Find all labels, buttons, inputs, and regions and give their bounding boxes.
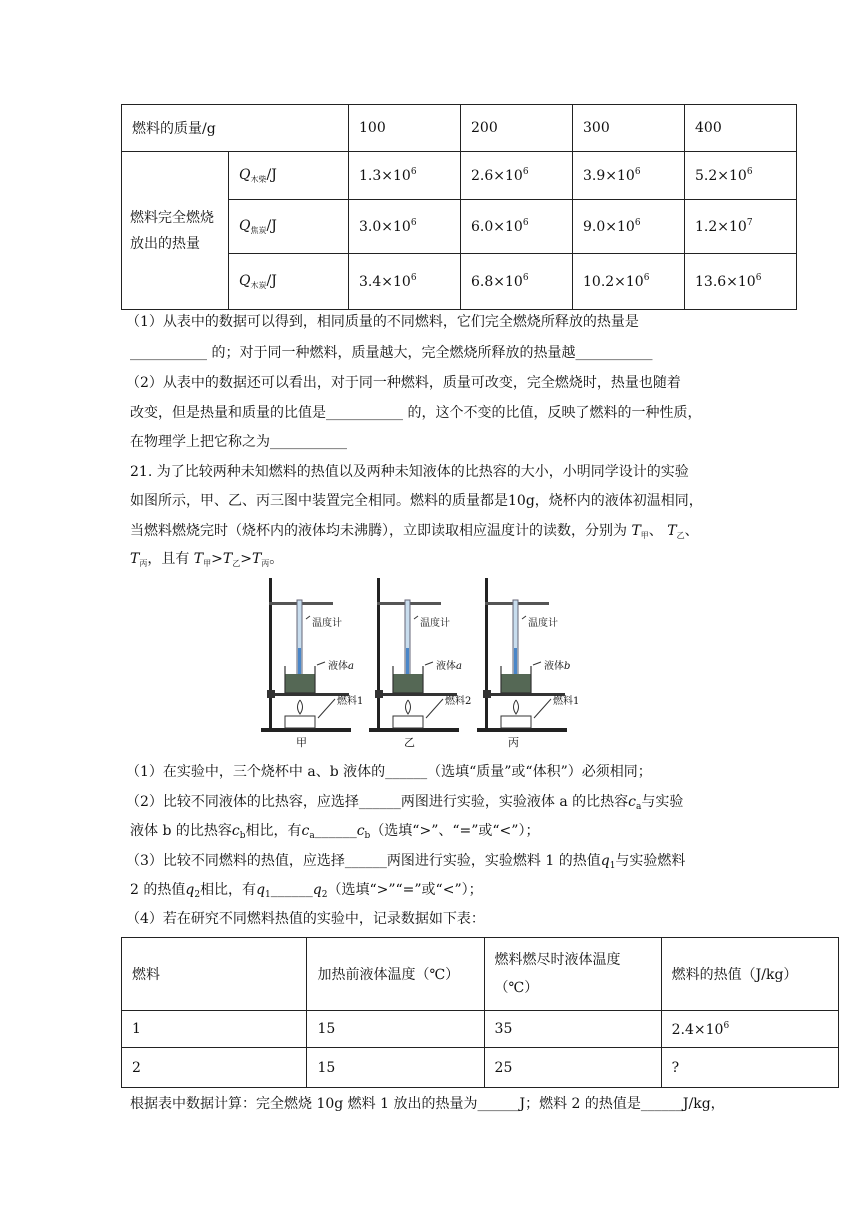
heat-value: $10.2\times 10^6$: [573, 254, 685, 310]
liquid-label: 液体a: [328, 661, 354, 672]
q-label: $Q_{木炭}/J$: [229, 254, 349, 310]
q21-line1: 21. 为了比较两种未知燃料的热值以及两种未知液体的比热容的大小，小明同学设计的实验: [130, 464, 689, 480]
q20-part1-line2: ___________ 的；对于同一种燃料，质量越大，完全燃烧所释放的热量越___________: [130, 345, 653, 361]
heat-value: $9.0\times 10^6$: [573, 200, 685, 254]
figure-caption: 甲: [296, 736, 307, 749]
header-cell: 加热前液体温度（℃）: [307, 938, 484, 1011]
q21-sub2-line2: 液体 b 的比热容$c_b$相比，有$c_a\_\_\_\_\_\_c_b$（选填“>”、“=”或“<”）；: [130, 823, 540, 841]
q21-line2: 如图所示，甲、乙、丙三图中装置完全相同。燃料的质量都是10g，烧杯内的液体初温相同，: [130, 493, 703, 509]
fuel-label: 燃料1: [553, 696, 580, 707]
fuel-heat-table: [121, 104, 797, 310]
thermometer-label: 温度计: [528, 618, 558, 629]
thermometer-label: 温度计: [312, 618, 342, 629]
data-cell: 1: [122, 1011, 307, 1048]
q21-sub1: （1）在实验中，三个烧杯中 a、b 液体的______（选填“质量”或“体积”）必须相同；: [126, 764, 652, 780]
data-cell: 35: [484, 1011, 661, 1048]
thermometer-label: 温度计: [420, 618, 450, 629]
q-label: $Q_{木柴}/J$: [229, 152, 349, 200]
heat-value: $1.2\times 10^7$: [685, 200, 797, 254]
q-label: $Q_{焦炭}/J$: [229, 200, 349, 254]
heat-value: $6.0\times 10^6$: [461, 200, 573, 254]
data-cell: ?: [661, 1048, 838, 1088]
heat-group-label: 燃料完全燃烧放出的热量: [122, 152, 229, 310]
mass-cell: 400: [685, 105, 797, 152]
heat-value: $2.6\times 10^6$: [461, 152, 573, 200]
heat-value: $13.6\times 10^6$: [685, 254, 797, 310]
heat-value: $3.9\times 10^6$: [573, 152, 685, 200]
q20-part2-line3: 在物理学上把它称之为___________: [130, 434, 347, 450]
fuel-label: 燃料2: [445, 696, 472, 707]
mass-header: 燃料的质量/g: [122, 105, 349, 152]
heat-value: $3.0\times 10^6$: [349, 200, 461, 254]
mass-cell: 100: [349, 105, 461, 152]
q21-sub3-line1: （3）比较不同燃料的热值，应选择______两图进行实验，实验燃料 1 的热值$q_1$与实验燃料: [126, 853, 686, 871]
fuel-test-table: [121, 937, 839, 1088]
q20-part1-line1: （1）从表中的数据可以得到，相同质量的不同燃料，它们完全燃烧所释放的热量是: [126, 314, 639, 330]
q20-part2-line2: 改变，但是热量和质量的比值是___________ 的，这个不变的比值，反映了燃料的一种性质，: [130, 405, 702, 421]
heat-value: $1.3\times 10^6$: [349, 152, 461, 200]
header-cell: 燃料的热值（J/kg）: [661, 938, 838, 1011]
liquid-label: 液体a: [436, 661, 462, 672]
data-cell: 15: [307, 1011, 484, 1048]
apparatus-bing: [477, 578, 567, 732]
q21-sub4: （4）若在研究不同燃料热值的实验中，记录数据如下表：: [126, 911, 485, 927]
mass-cell: 200: [461, 105, 573, 152]
figure-caption: 丙: [508, 736, 519, 749]
fuel-label: 燃料1: [337, 696, 364, 707]
final-question: 根据表中数据计算：完全燃烧 10g 燃料 1 放出的热量为______J；燃料 2 的热值是______J/kg，: [130, 1096, 725, 1112]
data-cell: 2: [122, 1048, 307, 1088]
q21-sub3-line2: 2 的热值$q_2$相比，有$q_1\_\_\_\_\_\_q_2$（选填“>”“=”或“<”）；: [130, 882, 483, 900]
apparatus-yi: [369, 578, 459, 732]
header-cell: 燃料燃尽时液体温度（℃）: [484, 938, 661, 1011]
data-cell: 25: [484, 1048, 661, 1088]
data-cell: $2.4\times 10^6$: [661, 1011, 838, 1048]
heat-value: $6.8\times 10^6$: [461, 254, 573, 310]
mass-cell: 300: [573, 105, 685, 152]
header-cell: 燃料: [122, 938, 307, 1011]
q21-line3: 当燃料燃烧完时（烧杯内的液体均未沸腾），立即读取相应温度计的读数，分别为 $T_甲$、 $T_乙$、: [130, 523, 699, 540]
q21-line4: $T_丙$，且有 $T_甲>T_乙>T_丙$。: [130, 551, 284, 568]
liquid-label: 液体b: [544, 661, 571, 672]
heat-value: $5.2\times 10^6$: [685, 152, 797, 200]
q20-part2-line1: （2）从表中的数据还可以看出，对于同一种燃料，质量可改变，完全燃烧时，热量也随着: [126, 375, 681, 391]
apparatus-jia: [261, 578, 351, 732]
heat-value: $3.4\times 10^6$: [349, 254, 461, 310]
figure-caption: 乙: [404, 736, 415, 749]
q21-sub2-line1: （2）比较不同液体的比热容，应选择______两图进行实验，实验液体 a 的比热容$c_a$与实验: [126, 794, 684, 812]
data-cell: 15: [307, 1048, 484, 1088]
